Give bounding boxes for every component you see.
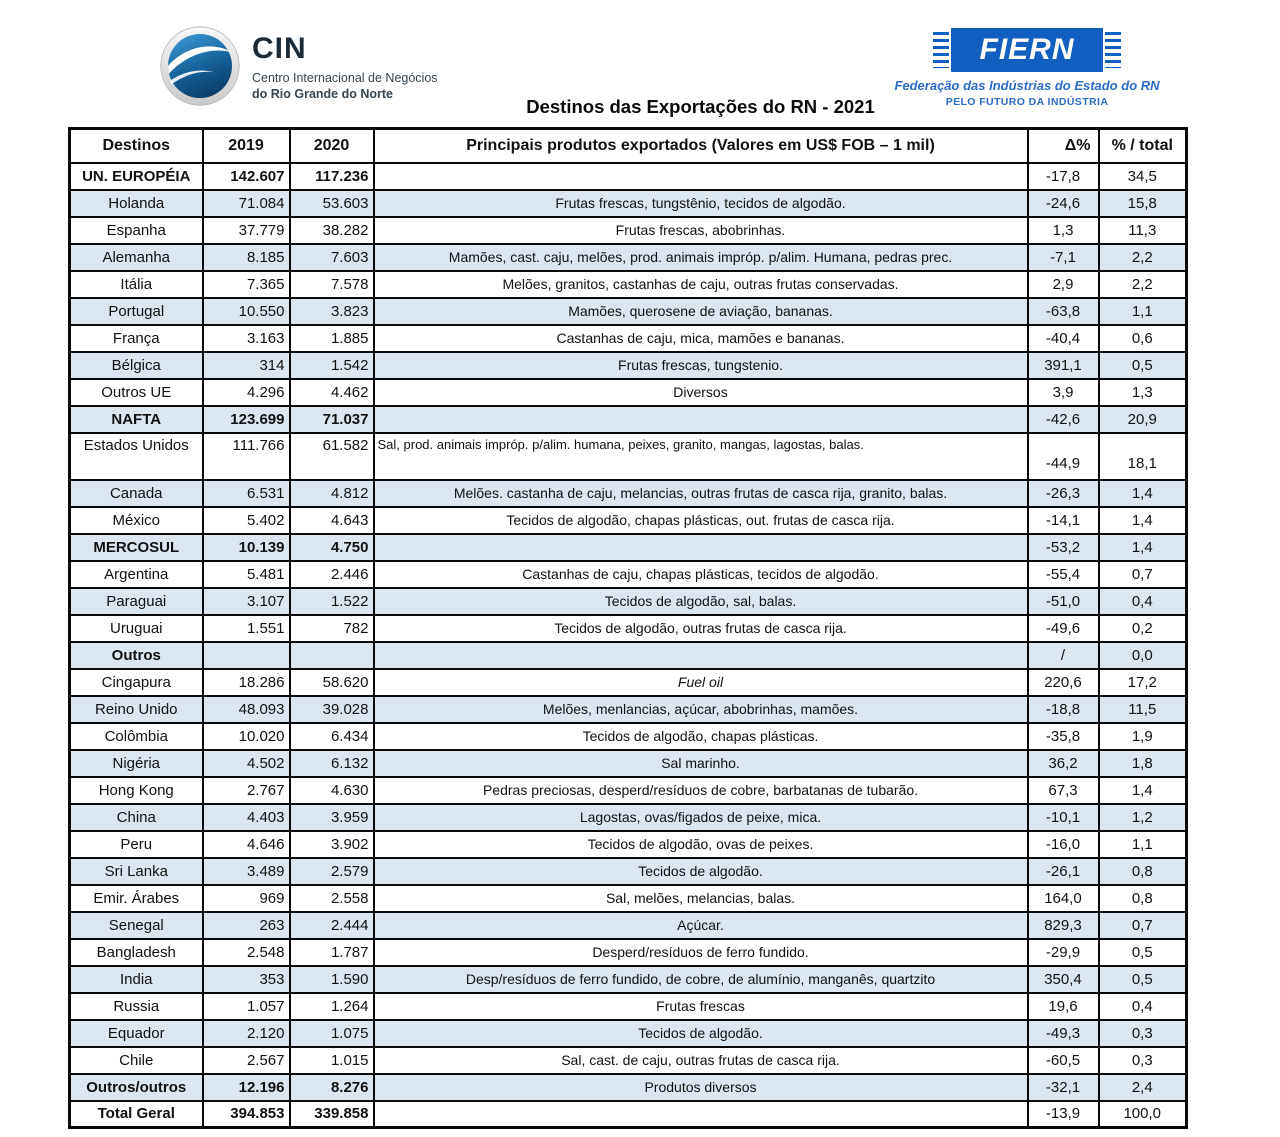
cell-2020: 1.787 xyxy=(290,939,374,966)
cell-share: 0,2 xyxy=(1099,615,1187,642)
cell-2019 xyxy=(203,642,290,669)
cell-products: Desp/resíduos de ferro fundido, de cobre, de alumínio, manganês, quartzito xyxy=(374,966,1028,993)
cell-2020: 1.522 xyxy=(290,588,374,615)
cell-destination: Total Geral xyxy=(70,1101,203,1128)
cell-destination: Bélgica xyxy=(70,352,203,379)
cell-2019: 48.093 xyxy=(203,696,290,723)
cell-2019: 10.550 xyxy=(203,298,290,325)
table-row xyxy=(70,507,1187,534)
cell-2019: 71.084 xyxy=(203,190,290,217)
cell-products: Melões, menlancias, açúcar, abobrinhas, mamões. xyxy=(374,696,1028,723)
cell-delta: 19,6 xyxy=(1028,993,1099,1020)
table-row xyxy=(70,615,1187,642)
cell-2020: 3.823 xyxy=(290,298,374,325)
table-header-row xyxy=(70,129,1187,163)
cell-2020 xyxy=(290,642,374,669)
cell-share: 0,4 xyxy=(1099,588,1187,615)
cell-products xyxy=(374,163,1028,190)
table-row xyxy=(70,993,1187,1020)
cell-2019: 3.107 xyxy=(203,588,290,615)
cell-destination: Holanda xyxy=(70,190,203,217)
cell-share: 34,5 xyxy=(1099,163,1187,190)
cell-2019: 142.607 xyxy=(203,163,290,190)
cell-delta: -35,8 xyxy=(1028,723,1099,750)
cell-delta: 391,1 xyxy=(1028,352,1099,379)
cell-2020: 61.582 xyxy=(290,433,374,480)
cell-2020: 3.959 xyxy=(290,804,374,831)
cell-destination: Emir. Árabes xyxy=(70,885,203,912)
cell-2019: 263 xyxy=(203,912,290,939)
cell-products: Açúcar. xyxy=(374,912,1028,939)
cell-destination: Alemanha xyxy=(70,244,203,271)
cell-2019: 353 xyxy=(203,966,290,993)
table-row xyxy=(70,325,1187,352)
cell-destination: China xyxy=(70,804,203,831)
table-row xyxy=(70,804,1187,831)
cell-2020: 4.643 xyxy=(290,507,374,534)
table-row xyxy=(70,244,1187,271)
cell-share: 0,3 xyxy=(1099,1047,1187,1074)
cell-products: Tecidos de algodão, outras frutas de casca rija. xyxy=(374,615,1028,642)
cell-2020: 2.446 xyxy=(290,561,374,588)
cell-products: Tecidos de algodão, sal, balas. xyxy=(374,588,1028,615)
col-header-destinos: Destinos xyxy=(70,129,203,163)
cin-logo xyxy=(160,26,438,106)
cell-destination: Outros xyxy=(70,642,203,669)
cell-destination: Argentina xyxy=(70,561,203,588)
cell-2020: 4.630 xyxy=(290,777,374,804)
cell-destination: Reino Unido xyxy=(70,696,203,723)
cell-destination: Espanha xyxy=(70,217,203,244)
cell-destination: MERCOSUL xyxy=(70,534,203,561)
table-row xyxy=(70,217,1187,244)
cin-globe-icon xyxy=(160,26,240,106)
cell-delta: -24,6 xyxy=(1028,190,1099,217)
cell-delta: -49,3 xyxy=(1028,1020,1099,1047)
cell-delta: 350,4 xyxy=(1028,966,1099,993)
cell-2019: 4.403 xyxy=(203,804,290,831)
table-row xyxy=(70,912,1187,939)
cell-delta: 1,3 xyxy=(1028,217,1099,244)
cell-destination: Colômbia xyxy=(70,723,203,750)
cell-2020: 4.462 xyxy=(290,379,374,406)
cell-products: Desperd/resíduos de ferro fundido. xyxy=(374,939,1028,966)
cell-destination: Outros/outros xyxy=(70,1074,203,1101)
cell-delta: -51,0 xyxy=(1028,588,1099,615)
cell-delta: -26,3 xyxy=(1028,480,1099,507)
cell-products xyxy=(374,1101,1028,1128)
cell-share: 0,5 xyxy=(1099,966,1187,993)
cell-2019: 12.196 xyxy=(203,1074,290,1101)
cell-products: Tecidos de algodão, chapas plásticas, out. frutas de casca rija. xyxy=(374,507,1028,534)
fiern-speedlines-left-icon xyxy=(933,32,949,68)
cell-2020: 53.603 xyxy=(290,190,374,217)
cell-products xyxy=(374,534,1028,561)
table-row xyxy=(70,939,1187,966)
cell-share: 2,4 xyxy=(1099,1074,1187,1101)
fiern-box xyxy=(951,28,1103,72)
page-title: Destinos das Exportações do RN - 2021 xyxy=(526,96,875,117)
table-row xyxy=(70,163,1187,190)
cell-share: 1,8 xyxy=(1099,750,1187,777)
table-row xyxy=(70,379,1187,406)
cell-delta: -42,6 xyxy=(1028,406,1099,433)
cell-share: 1,4 xyxy=(1099,534,1187,561)
table-row xyxy=(70,1074,1187,1101)
cell-2019: 2.548 xyxy=(203,939,290,966)
cell-share: 0,5 xyxy=(1099,352,1187,379)
table-row xyxy=(70,696,1187,723)
cell-share: 1,4 xyxy=(1099,507,1187,534)
cell-destination: Russia xyxy=(70,993,203,1020)
cell-products: Sal, melões, melancias, balas. xyxy=(374,885,1028,912)
table-row xyxy=(70,480,1187,507)
table-row xyxy=(70,831,1187,858)
cell-2019: 5.481 xyxy=(203,561,290,588)
cell-share: 1,1 xyxy=(1099,298,1187,325)
cell-products: Produtos diversos xyxy=(374,1074,1028,1101)
cell-2019: 4.296 xyxy=(203,379,290,406)
cell-destination: Paraguai xyxy=(70,588,203,615)
cell-2020: 7.603 xyxy=(290,244,374,271)
cell-2019: 10.020 xyxy=(203,723,290,750)
cell-2019: 394.853 xyxy=(203,1101,290,1128)
cell-products: Tecidos de algodão. xyxy=(374,858,1028,885)
cell-2020: 1.590 xyxy=(290,966,374,993)
cell-products: Melões. castanha de caju, melancias, outras frutas de casca rija, granito, balas. xyxy=(374,480,1028,507)
table-row xyxy=(70,534,1187,561)
cell-destination: Itália xyxy=(70,271,203,298)
cell-share: 11,5 xyxy=(1099,696,1187,723)
cell-share: 1,1 xyxy=(1099,831,1187,858)
cell-delta: -53,2 xyxy=(1028,534,1099,561)
cell-delta: -13,9 xyxy=(1028,1101,1099,1128)
table-row xyxy=(70,271,1187,298)
cell-2020: 71.037 xyxy=(290,406,374,433)
cell-delta: -49,6 xyxy=(1028,615,1099,642)
cell-destination: NAFTA xyxy=(70,406,203,433)
table-row xyxy=(70,1047,1187,1074)
cell-2019: 7.365 xyxy=(203,271,290,298)
cell-share: 2,2 xyxy=(1099,271,1187,298)
cell-2019: 1.551 xyxy=(203,615,290,642)
cell-delta: -7,1 xyxy=(1028,244,1099,271)
col-header-2019: 2019 xyxy=(203,129,290,163)
cell-delta: 164,0 xyxy=(1028,885,1099,912)
cell-share: 11,3 xyxy=(1099,217,1187,244)
cell-2020: 2.444 xyxy=(290,912,374,939)
cell-delta: -55,4 xyxy=(1028,561,1099,588)
cell-2019: 2.120 xyxy=(203,1020,290,1047)
cell-destination: Chile xyxy=(70,1047,203,1074)
cell-delta: -29,9 xyxy=(1028,939,1099,966)
cell-2019: 111.766 xyxy=(203,433,290,480)
cell-products: Melões, granitos, castanhas de caju, outras frutas conservadas. xyxy=(374,271,1028,298)
cell-2019: 8.185 xyxy=(203,244,290,271)
cell-2019: 10.139 xyxy=(203,534,290,561)
cell-products: Pedras preciosas, desperd/resíduos de cobre, barbatanas de tubarão. xyxy=(374,777,1028,804)
table-row xyxy=(70,588,1187,615)
table-row xyxy=(70,1101,1187,1128)
cell-2020: 38.282 xyxy=(290,217,374,244)
cell-delta: -63,8 xyxy=(1028,298,1099,325)
cell-2019: 4.646 xyxy=(203,831,290,858)
cell-2020: 4.812 xyxy=(290,480,374,507)
table-row xyxy=(70,723,1187,750)
cin-text-block xyxy=(252,26,438,102)
cell-share: 1,4 xyxy=(1099,777,1187,804)
cell-products: Frutas frescas, tungstenio. xyxy=(374,352,1028,379)
cell-products: Sal, cast. de caju, outras frutas de casca rija. xyxy=(374,1047,1028,1074)
cell-2020: 6.132 xyxy=(290,750,374,777)
cell-delta: -40,4 xyxy=(1028,325,1099,352)
cell-destination: Cingapura xyxy=(70,669,203,696)
cell-2020: 1.885 xyxy=(290,325,374,352)
cell-2019: 969 xyxy=(203,885,290,912)
col-header-2020: 2020 xyxy=(290,129,374,163)
cell-2019: 37.779 xyxy=(203,217,290,244)
cell-delta: / xyxy=(1028,642,1099,669)
cell-destination: México xyxy=(70,507,203,534)
cell-destination: UN. EUROPÉIA xyxy=(70,163,203,190)
cell-products: Diversos xyxy=(374,379,1028,406)
cell-2020: 6.434 xyxy=(290,723,374,750)
cell-destination: Portugal xyxy=(70,298,203,325)
cell-share: 17,2 xyxy=(1099,669,1187,696)
cell-2019: 4.502 xyxy=(203,750,290,777)
cell-destination: Hong Kong xyxy=(70,777,203,804)
fiern-wordmark xyxy=(886,28,1168,72)
cell-2020: 117.236 xyxy=(290,163,374,190)
cell-share: 1,4 xyxy=(1099,480,1187,507)
fiern-slogan: PELO FUTURO DA INDÚSTRIA xyxy=(945,96,1109,108)
cell-products: Fuel oil xyxy=(374,669,1028,696)
cell-delta: -60,5 xyxy=(1028,1047,1099,1074)
cell-destination: Canada xyxy=(70,480,203,507)
cell-delta: -32,1 xyxy=(1028,1074,1099,1101)
table-row xyxy=(70,642,1187,669)
cell-delta: 829,3 xyxy=(1028,912,1099,939)
exports-table xyxy=(68,127,1188,1129)
cell-destination: Uruguai xyxy=(70,615,203,642)
table-row xyxy=(70,750,1187,777)
cell-share: 1,2 xyxy=(1099,804,1187,831)
cell-delta: -44,9 xyxy=(1028,433,1099,480)
cell-destination: Bangladesh xyxy=(70,939,203,966)
cell-products: Frutas frescas, abobrinhas. xyxy=(374,217,1028,244)
cell-share: 1,9 xyxy=(1099,723,1187,750)
cell-2020: 782 xyxy=(290,615,374,642)
cell-delta: 36,2 xyxy=(1028,750,1099,777)
cell-destination: França xyxy=(70,325,203,352)
table-row xyxy=(70,298,1187,325)
cell-products: Frutas frescas xyxy=(374,993,1028,1020)
cell-share: 0,8 xyxy=(1099,858,1187,885)
cell-destination: India xyxy=(70,966,203,993)
col-header-delta: Δ% xyxy=(1028,129,1099,163)
cell-2019: 3.489 xyxy=(203,858,290,885)
cell-2019: 314 xyxy=(203,352,290,379)
cell-2020: 2.558 xyxy=(290,885,374,912)
cell-share: 100,0 xyxy=(1099,1101,1187,1128)
table-row xyxy=(70,885,1187,912)
cell-delta: -18,8 xyxy=(1028,696,1099,723)
cell-products: Sal, prod. animais impróp. p/alim. humana, peixes, granito, mangas, lagostas, balas. xyxy=(374,433,1028,480)
cell-products: Mamões, cast. caju, melões, prod. animais impróp. p/alim. Humana, pedras prec. xyxy=(374,244,1028,271)
cell-share: 0,0 xyxy=(1099,642,1187,669)
cell-share: 0,3 xyxy=(1099,1020,1187,1047)
cell-2019: 18.286 xyxy=(203,669,290,696)
cell-delta: -26,1 xyxy=(1028,858,1099,885)
cell-delta: 67,3 xyxy=(1028,777,1099,804)
cell-products xyxy=(374,642,1028,669)
cell-destination: Equador xyxy=(70,1020,203,1047)
cell-2019: 2.567 xyxy=(203,1047,290,1074)
cell-2020: 8.276 xyxy=(290,1074,374,1101)
cell-products: Tecidos de algodão, chapas plásticas. xyxy=(374,723,1028,750)
cell-destination: Peru xyxy=(70,831,203,858)
cell-destination: Estados Unidos xyxy=(70,433,203,480)
table-row xyxy=(70,561,1187,588)
cell-share: 1,3 xyxy=(1099,379,1187,406)
cell-2020: 1.015 xyxy=(290,1047,374,1074)
table-row xyxy=(70,406,1187,433)
col-header-share: % / total xyxy=(1099,129,1187,163)
cell-share: 0,4 xyxy=(1099,993,1187,1020)
table-body xyxy=(70,163,1187,1128)
cell-share: 0,5 xyxy=(1099,939,1187,966)
cell-2020: 339.858 xyxy=(290,1101,374,1128)
cell-products: Tecidos de algodão, ovas de peixes. xyxy=(374,831,1028,858)
cell-products: Castanhas de caju, mica, mamões e bananas. xyxy=(374,325,1028,352)
cell-delta: -16,0 xyxy=(1028,831,1099,858)
cell-destination: Senegal xyxy=(70,912,203,939)
table-row xyxy=(70,669,1187,696)
cell-2019: 3.163 xyxy=(203,325,290,352)
cell-2020: 7.578 xyxy=(290,271,374,298)
cell-2020: 3.902 xyxy=(290,831,374,858)
cell-share: 20,9 xyxy=(1099,406,1187,433)
cell-share: 0,8 xyxy=(1099,885,1187,912)
table-row xyxy=(70,966,1187,993)
table-row xyxy=(70,858,1187,885)
cell-2019: 6.531 xyxy=(203,480,290,507)
cell-delta: -17,8 xyxy=(1028,163,1099,190)
cin-subtitle-line2: do Rio Grande do Norte xyxy=(252,86,393,101)
cell-delta: -10,1 xyxy=(1028,804,1099,831)
cell-destination: Outros UE xyxy=(70,379,203,406)
cin-subtitle-line1: Centro Internacional de Negócios xyxy=(252,71,438,85)
cell-products: Sal marinho. xyxy=(374,750,1028,777)
cell-destination: Sri Lanka xyxy=(70,858,203,885)
cell-share: 0,6 xyxy=(1099,325,1187,352)
cell-products: Mamões, querosene de aviação, bananas. xyxy=(374,298,1028,325)
cell-products: Lagostas, ovas/figados de peixe, mica. xyxy=(374,804,1028,831)
cell-2019: 2.767 xyxy=(203,777,290,804)
cin-acronym: CIN xyxy=(252,32,307,65)
cell-delta: -14,1 xyxy=(1028,507,1099,534)
cell-share: 2,2 xyxy=(1099,244,1187,271)
cell-2020: 39.028 xyxy=(290,696,374,723)
cell-share: 0,7 xyxy=(1099,912,1187,939)
cell-destination: Nigéria xyxy=(70,750,203,777)
table-row xyxy=(70,1020,1187,1047)
cell-2020: 1.075 xyxy=(290,1020,374,1047)
table-row xyxy=(70,190,1187,217)
cell-products xyxy=(374,406,1028,433)
cell-products: Tecidos de algodão. xyxy=(374,1020,1028,1047)
cell-delta: 2,9 xyxy=(1028,271,1099,298)
cell-share: 15,8 xyxy=(1099,190,1187,217)
cell-2020: 58.620 xyxy=(290,669,374,696)
table-row xyxy=(70,352,1187,379)
cell-share: 0,7 xyxy=(1099,561,1187,588)
cell-2020: 4.750 xyxy=(290,534,374,561)
col-header-produtos: Principais produtos exportados (Valores em US$ FOB – 1 mil) xyxy=(374,129,1028,163)
cell-share: 18,1 xyxy=(1099,433,1187,480)
cell-delta: 220,6 xyxy=(1028,669,1099,696)
cell-2019: 123.699 xyxy=(203,406,290,433)
cell-2019: 5.402 xyxy=(203,507,290,534)
fiern-speedlines-right-icon xyxy=(1105,32,1121,68)
cell-products: Castanhas de caju, chapas plásticas, tecidos de algodão. xyxy=(374,561,1028,588)
table-row xyxy=(70,777,1187,804)
table-row xyxy=(70,433,1187,480)
fiern-name: FIERN xyxy=(979,33,1075,66)
cell-2020: 1.542 xyxy=(290,352,374,379)
cell-2020: 1.264 xyxy=(290,993,374,1020)
cell-delta: 3,9 xyxy=(1028,379,1099,406)
cell-2020: 2.579 xyxy=(290,858,374,885)
cell-products: Frutas frescas, tungstênio, tecidos de algodão. xyxy=(374,190,1028,217)
cell-2019: 1.057 xyxy=(203,993,290,1020)
fiern-subtitle: Federação das Indústrias do Estado do RN xyxy=(894,78,1160,93)
